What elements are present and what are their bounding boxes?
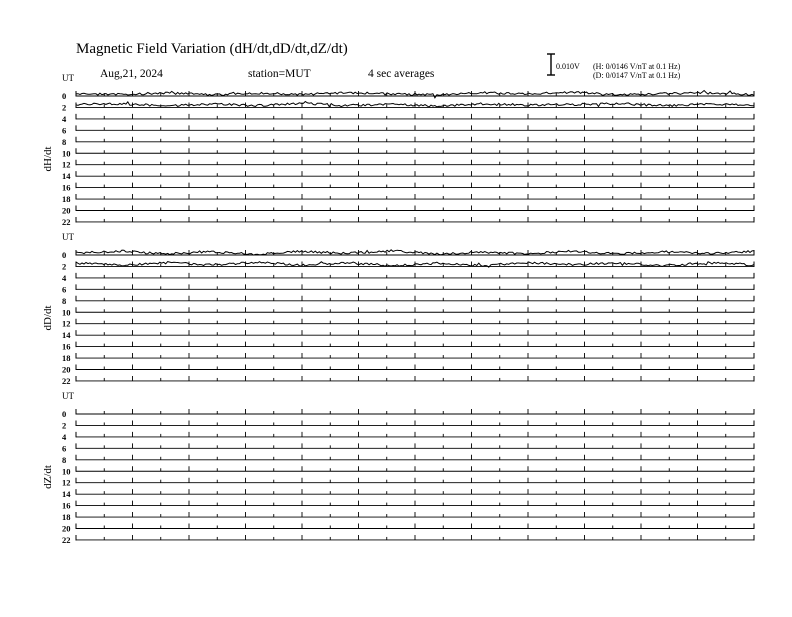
- row-tick-label: 14: [62, 489, 71, 500]
- row-tick-label: 12: [62, 159, 71, 170]
- row-tick-label: 4: [62, 431, 67, 442]
- row-tick-label: 10: [62, 466, 71, 477]
- row-tick-label: 18: [62, 194, 71, 205]
- row-tick-label: 22: [62, 216, 71, 227]
- row-tick-label: 18: [62, 353, 71, 364]
- ut-axis-label: UT: [62, 232, 74, 242]
- row-tick-label: 8: [62, 454, 67, 465]
- row-tick-label: 4: [62, 113, 67, 124]
- row-tick-label: 4: [62, 272, 67, 283]
- row-tick-label: 12: [62, 318, 71, 329]
- row-tick-label: 18: [62, 512, 71, 523]
- row-tick-label: 22: [62, 375, 71, 386]
- date-label: Aug,21, 2024: [100, 68, 163, 80]
- row-tick-label: 0: [62, 91, 67, 101]
- panel-ylabel: dZ/dt: [42, 465, 54, 489]
- row-tick-label: 8: [62, 295, 67, 306]
- averaging-label: 4 sec averages: [368, 68, 435, 80]
- row-tick-label: 14: [62, 330, 71, 341]
- row-tick-label: 16: [62, 341, 71, 352]
- scale-value-label: 0.010V: [556, 62, 580, 71]
- panel-dzdt: [42, 391, 754, 545]
- row-tick-label: 20: [62, 364, 71, 375]
- row-tick-label: 8: [62, 136, 67, 147]
- row-tick-label: 22: [62, 534, 71, 545]
- row-tick-label: 0: [62, 250, 67, 260]
- row-tick-label: 0: [62, 409, 67, 419]
- row-tick-label: 16: [62, 182, 71, 193]
- panels-group: [42, 73, 754, 545]
- panel-dddt: [42, 232, 754, 386]
- row-tick-label: 16: [62, 500, 71, 511]
- row-tick-label: 2: [62, 102, 67, 113]
- row-tick-label: 20: [62, 523, 71, 534]
- row-tick-label: 10: [62, 307, 71, 318]
- panel-ylabel: dD/dt: [42, 305, 54, 331]
- ut-axis-label: UT: [62, 391, 74, 401]
- chart-title: Magnetic Field Variation (dH/dt,dD/dt,dZ/dt): [76, 41, 348, 57]
- row-tick-label: 6: [62, 125, 67, 136]
- panel-dhdt: [42, 73, 754, 227]
- row-tick-label: 14: [62, 171, 71, 182]
- ut-axis-label: UT: [62, 73, 74, 83]
- row-tick-label: 12: [62, 477, 71, 488]
- row-tick-label: 10: [62, 148, 71, 159]
- row-tick-label: 2: [62, 420, 67, 431]
- station-label: station=MUT: [248, 68, 311, 80]
- scale-d-note: (D: 0/0147 V/nT at 0.1 Hz): [593, 71, 681, 80]
- scale-bar-icon: [547, 54, 555, 75]
- row-tick-label: 6: [62, 284, 67, 295]
- row-tick-label: 2: [62, 261, 67, 272]
- scale-h-note: (H: 0/0146 V/nT at 0.1 Hz): [593, 62, 681, 71]
- panel-ylabel: dH/dt: [42, 146, 54, 172]
- row-tick-label: 20: [62, 205, 71, 216]
- row-tick-label: 6: [62, 443, 67, 454]
